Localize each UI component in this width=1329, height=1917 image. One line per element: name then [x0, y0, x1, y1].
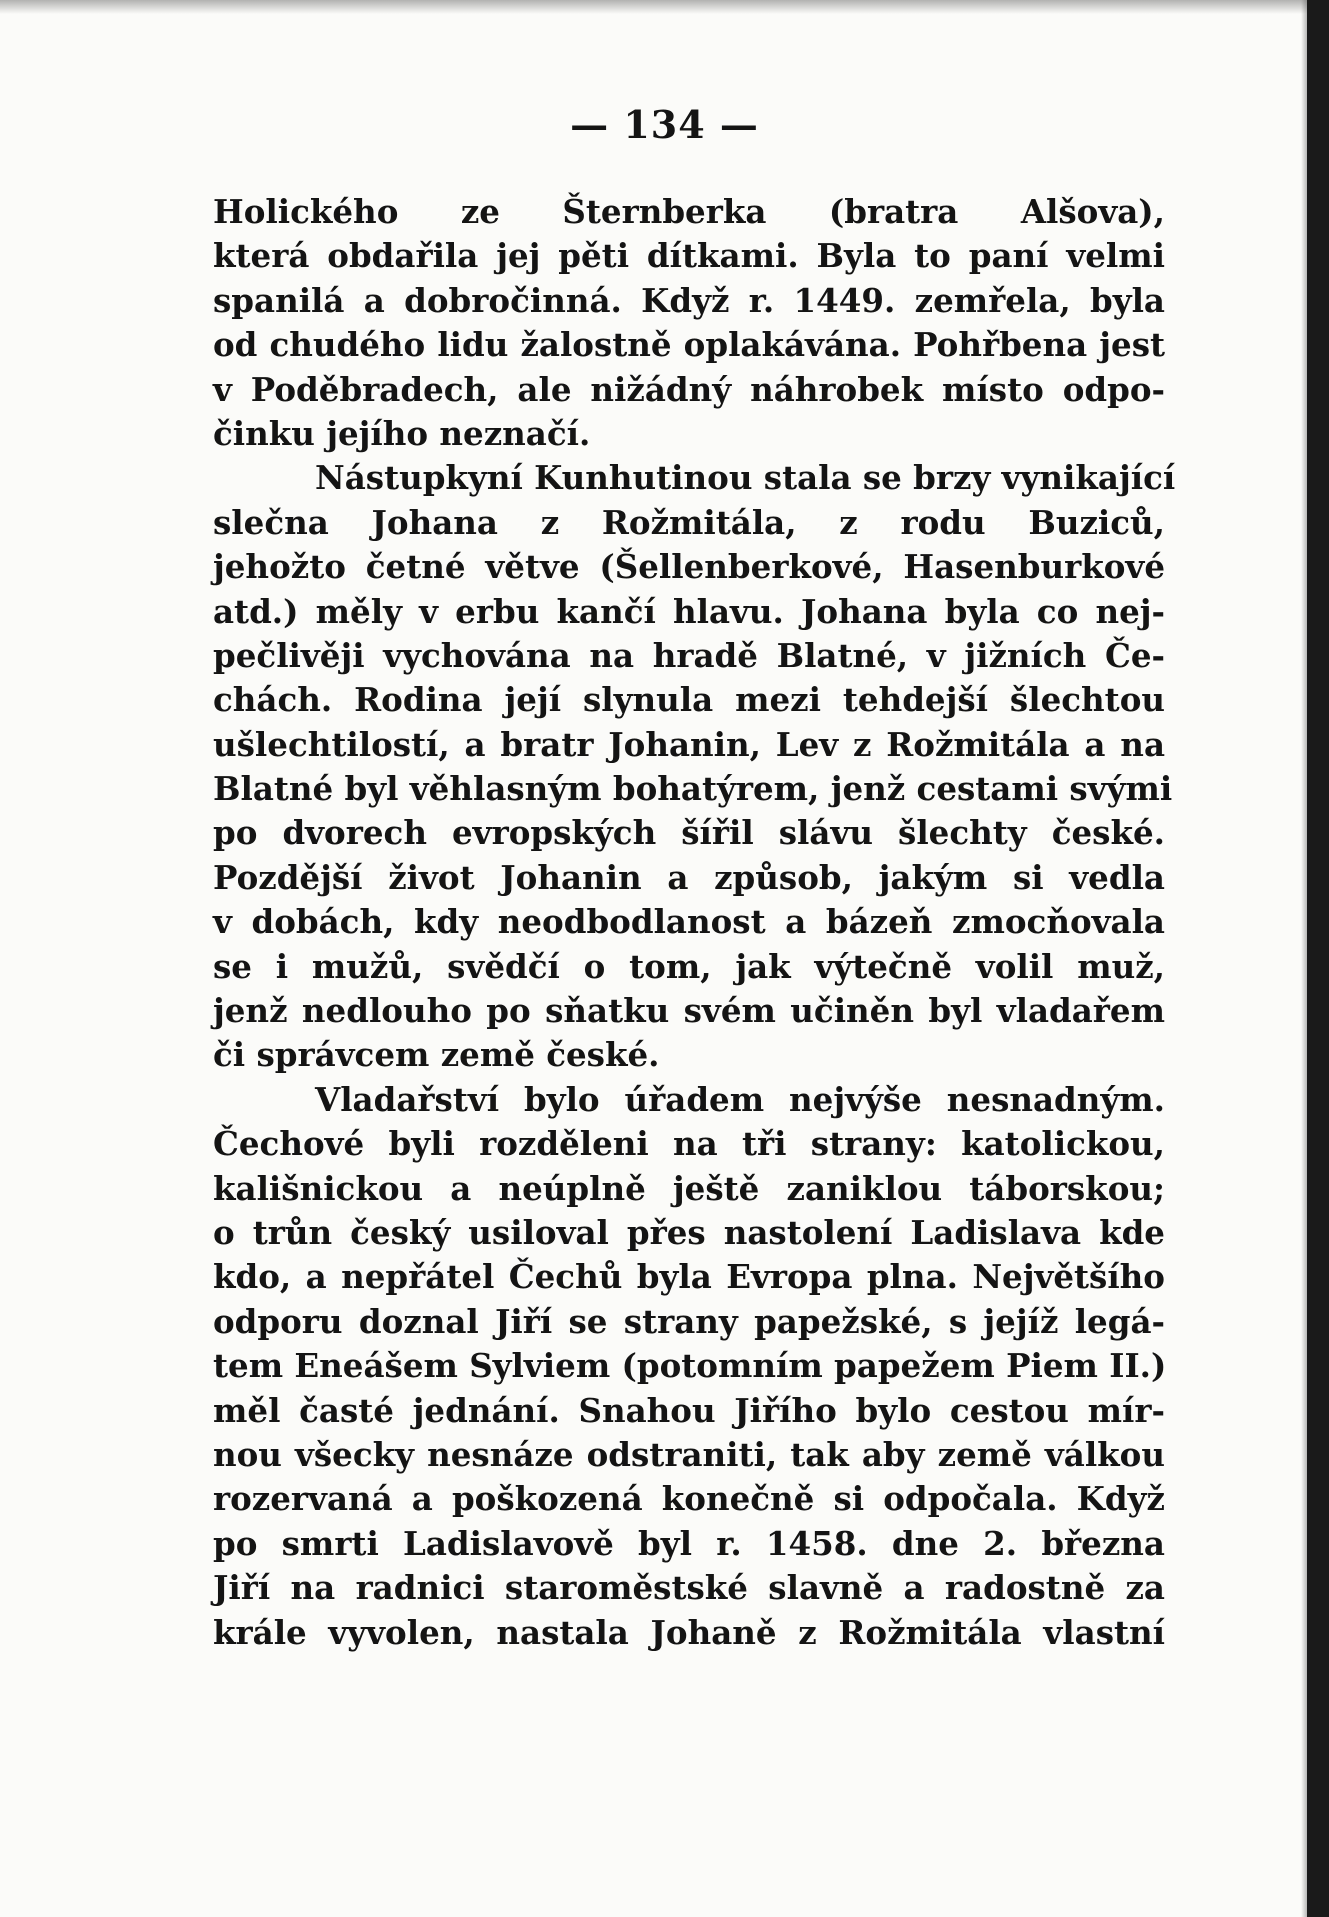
- text-line: v Poděbradech, ale nižádný náhrobek místo odpo-: [213, 369, 1165, 409]
- text-line: Čechové byli rozděleni na tři strany: katolickou,: [213, 1124, 1165, 1164]
- text-line: odporu doznal Jiří se strany papežské, s jejíž legá-: [213, 1301, 1165, 1341]
- body-text: [213, 190, 1176, 1655]
- text-line: v dobách, kdy neodbodlanost a bázeň zmocňovala: [213, 902, 1165, 942]
- text-line: po smrti Ladislavově byl r. 1458. dne 2. března: [213, 1523, 1165, 1563]
- text-line: jehožto četné větve (Šellenberkové, Hasenburkové: [213, 547, 1165, 587]
- text-line: Jiří na radnici staroměstské slavně a radostně za: [213, 1568, 1165, 1608]
- text-line: která obdařila jej pěti dítkami. Byla to paní velmi: [213, 236, 1165, 276]
- text-line: nou všecky nesnáze odstraniti, tak aby země válkou: [213, 1434, 1165, 1474]
- text-line: Pozdější život Johanin a způsob, jakým si vedla: [213, 857, 1165, 897]
- text-line: Blatné byl věhlasným bohatýrem, jenž cestami svými: [213, 769, 1173, 809]
- text-line: tem Eneášem Sylviem (potomním papežem Piem II.): [213, 1346, 1167, 1386]
- paragraph-3: [213, 1078, 1165, 1655]
- text-line: Nástupkyní Kunhutinou stala se brzy vynikající: [315, 458, 1176, 498]
- text-line: kdo, a nepřátel Čechů byla Evropa plna. Největšího: [213, 1257, 1165, 1297]
- text-line: atd.) měly v erbu kančí hlavu. Johana byla co nej-: [213, 591, 1165, 631]
- scan-shadow-top: [0, 0, 1329, 14]
- text-line: spanilá a dobročinná. Když r. 1449. zemřela, byla: [213, 280, 1165, 320]
- text-line: Vladařství bylo úřadem nejvýše nesnadným.: [315, 1079, 1165, 1119]
- text-line: o trůn český usiloval přes nastolení Ladislava kde: [213, 1212, 1165, 1252]
- text-line: rozervaná a poškozená konečně si odpočala. Když: [213, 1479, 1165, 1519]
- paragraph-1: [213, 190, 1165, 456]
- text-line: od chudého lidu žalostně oplakávána. Pohřbena jest: [213, 325, 1165, 365]
- text-line: či správcem země české.: [213, 1035, 660, 1075]
- text-line: činku jejího neznačí.: [213, 413, 591, 453]
- text-line: ušlechtilostí, a bratr Johanin, Lev z Rožmitála a na: [213, 724, 1165, 764]
- text-line: kališnickou a neúplně ještě zaniklou táborskou;: [213, 1168, 1165, 1208]
- text-line: pečlivěji vychována na hradě Blatné, v jižních Če-: [213, 635, 1165, 675]
- scan-edge-right: [1307, 0, 1329, 1917]
- text-line: Holického ze Šternberka (bratra Alšova),: [213, 192, 1165, 231]
- text-line: jenž nedlouho po sňatku svém učiněn byl vladařem: [213, 991, 1165, 1031]
- text-line: chách. Rodina její slynula mezi tehdejší šlechtou: [213, 680, 1165, 720]
- text-line: měl časté jednání. Snahou Jiřího bylo cestou mír-: [213, 1390, 1165, 1430]
- text-line: slečna Johana z Rožmitála, z rodu Buziců,: [213, 502, 1165, 542]
- text-line: se i mužů, svědčí o tom, jak výtečně volil muž,: [213, 946, 1165, 986]
- text-line: po dvorech evropských šířil slávu šlechty české.: [213, 813, 1165, 853]
- page-number: — 134 —: [570, 102, 759, 147]
- text-line: krále vyvolen, nastala Johaně z Rožmitála vlastní: [213, 1612, 1165, 1652]
- paragraph-2: [213, 456, 1176, 1077]
